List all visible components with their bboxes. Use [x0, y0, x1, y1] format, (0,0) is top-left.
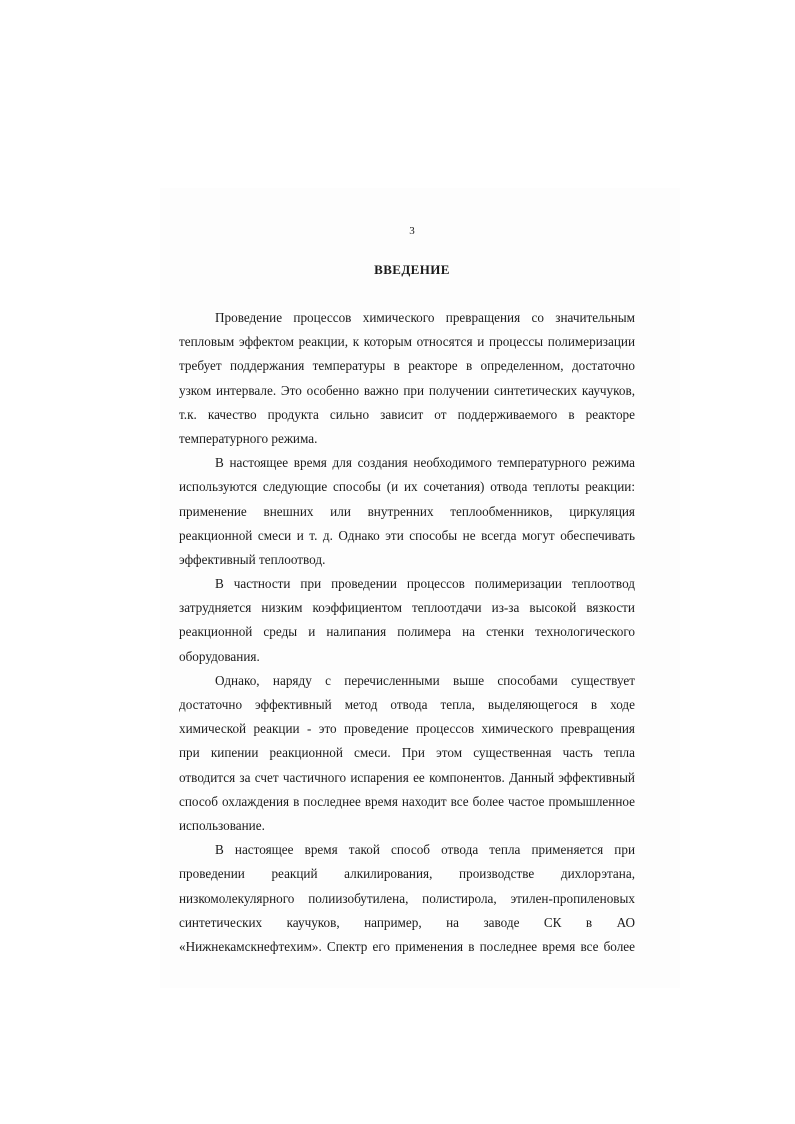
text-line: В частности при проведении процессов полимеризации теплоотвод — [215, 576, 635, 592]
text-line: использование. — [179, 817, 265, 833]
paragraph — [179, 306, 635, 451]
paragraph — [179, 838, 635, 959]
text-line: эффективный теплоотвод. — [179, 551, 326, 567]
paragraph — [179, 572, 635, 669]
paragraph — [179, 451, 635, 572]
text-line: Однако, наряду с перечисленными выше способами существует — [215, 672, 635, 688]
text-line: тепловым эффектом реакции, к которым относятся и процессы полимеризации — [179, 334, 635, 350]
text-line: требует поддержания температуры в реакторе в определенном, достаточно — [179, 358, 635, 374]
text-line: используются следующие способы (и их сочетания) отвода теплоты реакции: — [179, 479, 635, 495]
text-line: проведении реакций алкилирования, производстве дихлорэтана, — [179, 866, 635, 882]
paragraph — [179, 669, 635, 838]
text-line: реакционной смеси и т. д. Однако эти способы не всегда могут обеспечивать — [179, 527, 635, 543]
body-text — [179, 306, 635, 959]
text-line: химической реакции - это проведение процессов химического превращения — [179, 721, 635, 737]
text-line: затрудняется низким коэффициентом теплоотдачи из-за высокой вязкости — [179, 600, 635, 616]
text-line: температурного режима. — [179, 430, 318, 446]
text-line: достаточно эффективный метод отвода тепла, выделяющегося в ходе — [179, 697, 635, 712]
text-line: при кипении реакционной смеси. При этом существенная часть тепла — [179, 745, 635, 761]
text-line: синтетических каучуков, например, на заводе СК в АО — [179, 914, 635, 930]
page-number: 3 — [409, 225, 415, 237]
text-line: т.к. качество продукта сильно зависит от поддерживаемого в реакторе — [179, 406, 635, 422]
text-line: оборудования. — [179, 648, 260, 664]
text-line: В настоящее время такой способ отвода тепла применяется при — [215, 842, 635, 858]
text-line: отводится за счет частичного испарения ее компонентов. Данный эффективный — [179, 769, 635, 785]
text-line: способ охлаждения в последнее время находит все более частое промышленное — [179, 793, 635, 809]
text-line: реакционной среды и налипания полимера на стенки технологического — [179, 624, 635, 640]
text-line: Проведение процессов химического превращения со значительным — [215, 310, 635, 325]
text-line: применение внешних или внутренних теплообменников, циркуляция — [179, 503, 635, 519]
text-line: узком интервале. Это особенно важно при получении синтетических каучуков, — [179, 382, 635, 398]
text-line: В настоящее время для создания необходимого температурного режима — [215, 455, 635, 471]
text-line: низкомолекулярного полиизобутилена, полистирола, этилен-пропиленовых — [179, 890, 635, 906]
page-title: ВВЕДЕНИЕ — [374, 262, 450, 277]
text-line: «Нижнекамскнефтехим». Спектр его применения в последнее время все более — [179, 938, 635, 954]
